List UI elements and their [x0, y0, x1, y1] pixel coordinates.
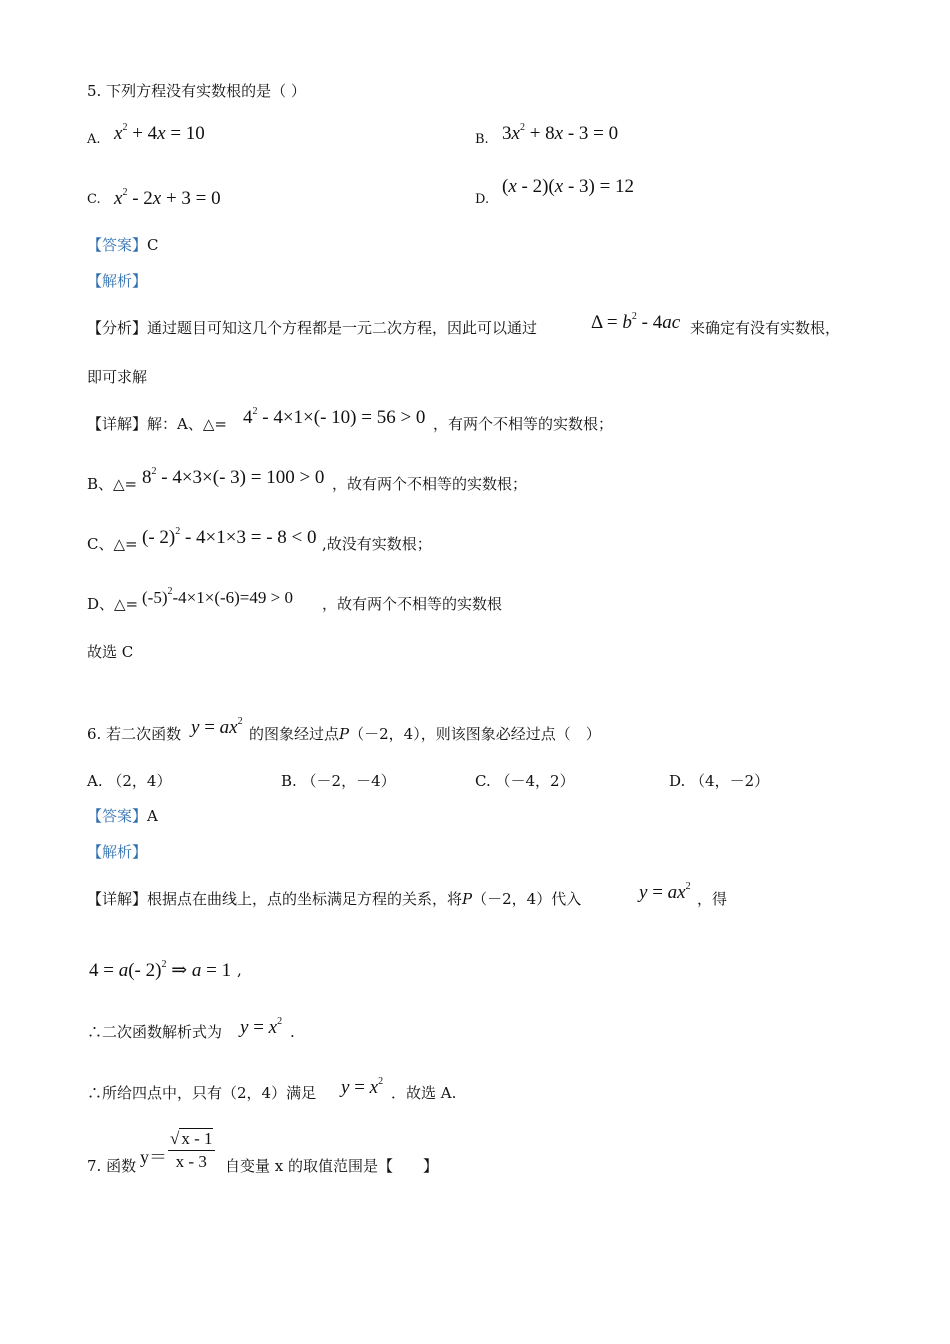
q7-y-eq: y＝ — [140, 1147, 167, 1167]
answer-value: A — [147, 807, 158, 825]
q6-line3-math: $y = x^2$ — [240, 1016, 283, 1038]
q5-detail-c-suffix: ,故没有实数根； — [322, 535, 432, 553]
q6-step-suffix: , — [237, 961, 242, 979]
q6-detail-text-3: ，得 — [697, 890, 728, 908]
q5-detail-a-prefix: 【详解】解：A、△= — [87, 415, 227, 433]
q6-option-a: A. （2，4） — [87, 772, 172, 790]
answer-tag: 【答案】 — [87, 236, 148, 254]
q5-option-c-math: $x^2 - 2x + 3 = 0$ — [114, 187, 221, 209]
q6-stem-rest: 的图象经过点P（－2，4），则该图象必经过点（ ） — [249, 725, 601, 743]
q5-detail-a-math: $4^2 - 4\times 1\times(-$ 10) = 56 > 0 — [243, 406, 426, 428]
detail-tag: 【详解】 — [87, 415, 148, 433]
q5-fenxi-text-2: 来确定有没有实数根， — [690, 319, 841, 337]
q6-jiexi-tag: 【解析】 — [87, 843, 148, 861]
q6-detail-line: 【详解】根据点在曲线上，点的坐标满足方程的关系，将P（－2，4）代入 — [87, 890, 582, 908]
q6-option-c: C. （－4，2） — [475, 772, 575, 790]
q5-option-d-label: D. — [475, 192, 490, 207]
q7-numerator: x - 1 — [181, 1129, 213, 1148]
q7-stem-2: 自变量 x 的取值范围是【 】 — [225, 1157, 438, 1175]
q6-line3-suffix: . — [290, 1023, 295, 1041]
q5-option-a-label: A. — [87, 132, 101, 147]
q7-denominator: x - 3 — [175, 1152, 207, 1171]
q5-jiexi-tag: 【解析】 — [87, 272, 148, 290]
q5-detail-c-prefix: C、△= — [87, 535, 138, 553]
q6-option-b: B. （－2，－4） — [281, 772, 396, 790]
q5-detail-b-prefix: B、△= — [87, 475, 138, 493]
q5-fenxi-line — [87, 318, 537, 338]
q5-answer-line — [87, 235, 159, 255]
detail-tag: 【详解】 — [87, 890, 148, 908]
q5-option-d-math: (x - 2)(x - 3) = 12 — [502, 176, 635, 197]
q6-stem-math: $y = ax^2$ — [191, 716, 243, 738]
q6-line4-math: $y = x^2$ — [341, 1076, 384, 1098]
q6-line4-prefix: ∴所给四点中，只有（2，4）满足 — [87, 1084, 317, 1102]
q5-detail-a-suffix: ，有两个不相等的实数根； — [433, 415, 614, 433]
q7-stem-1: 7. 函数 — [87, 1157, 137, 1175]
q5-option-c-label: C. — [87, 192, 101, 207]
q5-conclusion: 故选 C — [87, 643, 134, 661]
q6-detail-math: $y = ax^2$ — [639, 881, 691, 903]
q6-stem-1: 6. 若二次函数 — [87, 725, 182, 743]
q5-fenxi-text-3: 即可求解 — [87, 368, 148, 386]
answer-tag: 【答案】 — [87, 807, 148, 825]
q5-option-a-math: $x^2 + 4x = 10$ — [114, 122, 205, 144]
q5-detail-d-suffix: ，故有两个不相等的实数根 — [322, 595, 503, 613]
q5-detail-c-math: (- 2)$^2$ - 4×1×3 = - 8 < 0 — [142, 526, 317, 548]
q6-answer-line — [87, 806, 158, 826]
q5-option-b-label: B. — [475, 132, 489, 147]
q5-detail-b-math: $8^2 - 4\times 3\times(-$ 3) = 100 > 0 — [142, 466, 325, 488]
q5-detail-b-suffix: ，故有两个不相等的实数根； — [332, 475, 528, 493]
q7-fraction: $\frac{√ x - 1}{x - 3}$ — [170, 1129, 213, 1171]
q6-step-math: 4 = a(- 2)$^2$ ⇒ a = 1 — [89, 959, 232, 981]
q5-detail-d-prefix: D、△= — [87, 595, 139, 613]
answer-value: C — [147, 236, 159, 254]
q5-stem: 5. 下列方程没有实数根的是（ ） — [87, 82, 306, 100]
fenxi-text-1: 通过题目可知这几个方程都是一元二次方程，因此可以通过 — [147, 319, 538, 337]
q6-line3-prefix: ∴二次函数解析式为 — [87, 1023, 223, 1041]
q5-option-b-math: $3x^2 + 8x - 3 = 0$ — [502, 122, 619, 144]
fenxi-tag: 【分析】 — [87, 319, 148, 337]
q5-fenxi-math: $\Delta = b^2 - 4ac$ — [591, 311, 681, 333]
point-p: P — [339, 725, 350, 743]
q6-option-d: D. （4，－2） — [669, 772, 770, 790]
q6-line4-suffix: ．故选 A. — [391, 1084, 457, 1102]
q5-detail-d-math: $(-5)^2-4\times 1\times(-6)=49 > 0$ — [142, 586, 293, 607]
